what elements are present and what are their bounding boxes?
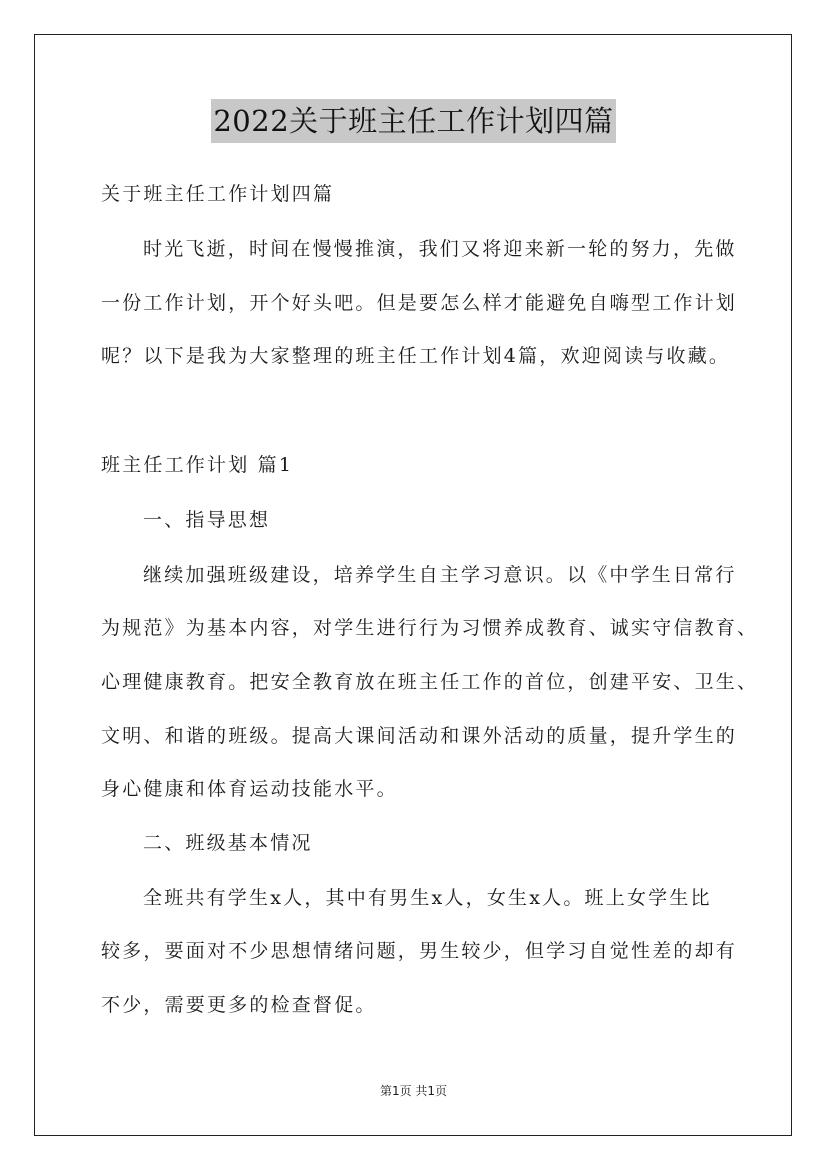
- intro-line-2: 一份工作计划，开个好头吧。但是要怎么样才能避免自嗨型工作计划: [101, 292, 738, 314]
- subtitle-line: 关于班主任工作计划四篇: [101, 183, 335, 205]
- subheading-class-situation: 二、班级基本情况: [143, 832, 313, 854]
- class-paragraph-line-3: 不少，需要更多的检查督促。: [101, 994, 377, 1016]
- paragraph-line-2: 为规范》为基本内容，对学生进行行为习惯养成教育、诚实守信教育、: [101, 617, 759, 639]
- section-heading-plan-1: 班主任工作计划 篇1: [101, 454, 294, 476]
- document-title: 2022关于班主任工作计划四篇: [211, 99, 615, 143]
- paragraph-line-4: 文明、和谐的班级。提高大课间活动和课外活动的质量，提升学生的: [101, 725, 738, 747]
- paragraph-line-5: 身心健康和体育运动技能水平。: [101, 778, 398, 800]
- page-number-footer: 第1页 共1页: [379, 1084, 448, 1098]
- paragraph-line-1: 继续加强班级建设，培养学生自主学习意识。以《中学生日常行: [143, 564, 737, 586]
- intro-line-3: 呢？以下是我为大家整理的班主任工作计划4篇，欢迎阅读与收藏。: [101, 345, 731, 367]
- title-container: [0, 99, 827, 143]
- class-paragraph-line-1: 全班共有学生x人，其中有男生x人，女生x人。班上女学生比: [143, 887, 712, 909]
- subheading-guiding-ideas: 一、指导思想: [143, 509, 271, 531]
- intro-line-1: 时光飞逝，时间在慢慢推演，我们又将迎来新一轮的努力，先做: [143, 238, 737, 260]
- paragraph-line-3: 心理健康教育。把安全教育放在班主任工作的首位，创建平安、卫生、: [101, 671, 759, 693]
- class-paragraph-line-2: 较多，要面对不少思想情绪问题，男生较少，但学习自觉性差的却有: [101, 940, 738, 962]
